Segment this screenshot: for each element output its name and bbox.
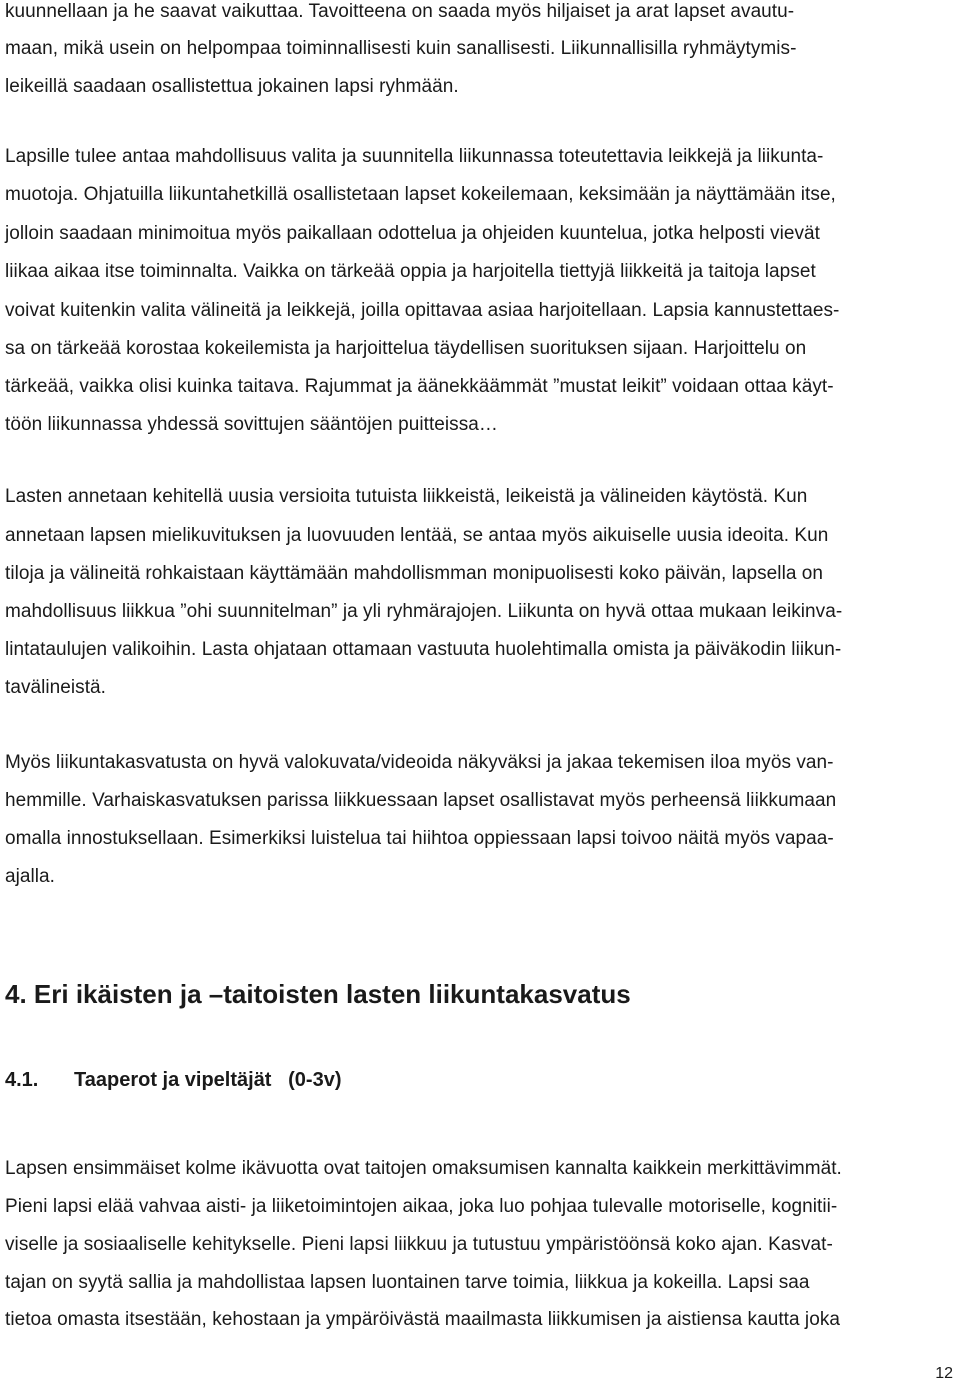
paragraph-2-line-7: tärkeää, vaikka olisi kuinka taitava. Rajummat ja äänekkäämmät ”mustat leikit” voidaan ottaa käyt- — [5, 376, 834, 397]
paragraph-3-line-2: annetaan lapsen mielikuvituksen ja luovuuden lentää, se antaa myös aikuiselle uusia ideoita. Kun — [5, 525, 829, 546]
paragraph-4-line-3: omalla innostuksellaan. Esimerkiksi luistelua tai hiihtoa oppiessaan lapsi toivoo näitä myös vapaa- — [5, 828, 834, 849]
paragraph-5-line-3: viselle ja sosiaaliselle kehitykselle. Pieni lapsi liikkuu ja tutustuu ympäristöönsä koko ajan. Kasvat- — [5, 1234, 833, 1255]
paragraph-1-line-1: kuunnellaan ja he saavat vaikuttaa. Tavoitteena on saada myös hiljaiset ja arat lapset avautu- — [5, 1, 795, 22]
paragraph-4-line-2: hemmille. Varhaiskasvatuksen parissa liikkuessaan lapset osallistavat myös perheensä liikkumaan — [5, 790, 837, 811]
subsection-title: Taaperot ja vipeltäjät (0-3v) — [74, 1069, 342, 1091]
paragraph-4-line-1: Myös liikuntakasvatusta on hyvä valokuvata/videoida näkyväksi ja jakaa tekemisen iloa myös van- — [5, 752, 834, 773]
paragraph-2-line-5: voivat kuitenkin valita välineitä ja leikkejä, joilla opittavaa asiaa harjoitellaan. Lapsia kannustettaes- — [5, 300, 840, 321]
paragraph-3-line-3: tiloja ja välineitä rohkaistaan käyttämään mahdollismman monipuolisesti koko päivän, lapsella on — [5, 563, 824, 584]
paragraph-2-line-3: jolloin saadaan minimoitua myös paikallaan odottelua ja ohjeiden kuuntelua, jotka helposti vievät — [5, 223, 820, 244]
paragraph-5-line-4: tajan on syytä sallia ja mahdollistaa lapsen luontainen tarve toimia, liikkua ja kokeilla. Lapsi saa — [5, 1272, 810, 1293]
paragraph-4-line-4: ajalla. — [5, 866, 55, 887]
section-heading: 4. Eri ikäisten ja –taitoisten lasten liikuntakasvatus — [5, 979, 631, 1009]
subsection-heading — [5, 1069, 342, 1092]
paragraph-5-line-2: Pieni lapsi elää vahvaa aisti- ja liiketoimintojen aikaa, joka luo pohjaa tulevalle motoriselle, kognitii- — [5, 1196, 838, 1217]
paragraph-3-line-4: mahdollisuus liikkua ”ohi suunnitelman” ja yli ryhmärajojen. Liikunta on hyvä ottaa mukaan leikinva- — [5, 601, 843, 622]
paragraph-5-line-1: Lapsen ensimmäiset kolme ikävuotta ovat taitojen omaksumisen kannalta kaikkein merkittävimmät. — [5, 1158, 842, 1179]
paragraph-1-line-3: leikeillä saadaan osallistettua jokainen lapsi ryhmään. — [5, 76, 459, 97]
paragraph-3-line-6: tavälineistä. — [5, 677, 106, 698]
paragraph-2-line-8: töön liikunnassa yhdessä sovittujen sääntöjen puitteissa… — [5, 414, 498, 435]
paragraph-1-line-2: maan, mikä usein on helpompaa toiminnallisesti kuin sanallisesti. Liikunnallisilla ryhmäytymis- — [5, 38, 797, 59]
paragraph-2-line-4: liikaa aikaa itse toiminnalta. Vaikka on tärkeää oppia ja harjoitella tiettyjä liikkeitä ja taitoja lapset — [5, 261, 816, 282]
paragraph-2-line-1: Lapsille tulee antaa mahdollisuus valita ja suunnitella liikunnassa toteutettavia leikkejä ja liikunta- — [5, 146, 824, 167]
paragraph-5-line-5: tietoa omasta itsestään, kehostaan ja ympäröivästä maailmasta liikkumisen ja aistiensa kautta joka — [5, 1309, 840, 1330]
subsection-number: 4.1. — [5, 1069, 39, 1091]
paragraph-3-line-1: Lasten annetaan kehitellä uusia versioita tutuista liikkeistä, leikeistä ja välineiden käytöstä. Kun — [5, 486, 808, 507]
page-number: 12 — [935, 1365, 953, 1382]
paragraph-3-line-5: lintataulujen valikoihin. Lasta ohjataan ottamaan vastuuta huolehtimalla omista ja päiväkodin liikun- — [5, 639, 842, 660]
paragraph-2-line-6: sa on tärkeää korostaa kokeilemista ja harjoittelua täydellisen suorituksen sijaan. Harjoittelu on — [5, 338, 807, 359]
paragraph-2-line-2: muotoja. Ohjatuilla liikuntahetkillä osallistetaan lapset kokeilemaan, keksimään ja näyttämään itse, — [5, 184, 836, 205]
